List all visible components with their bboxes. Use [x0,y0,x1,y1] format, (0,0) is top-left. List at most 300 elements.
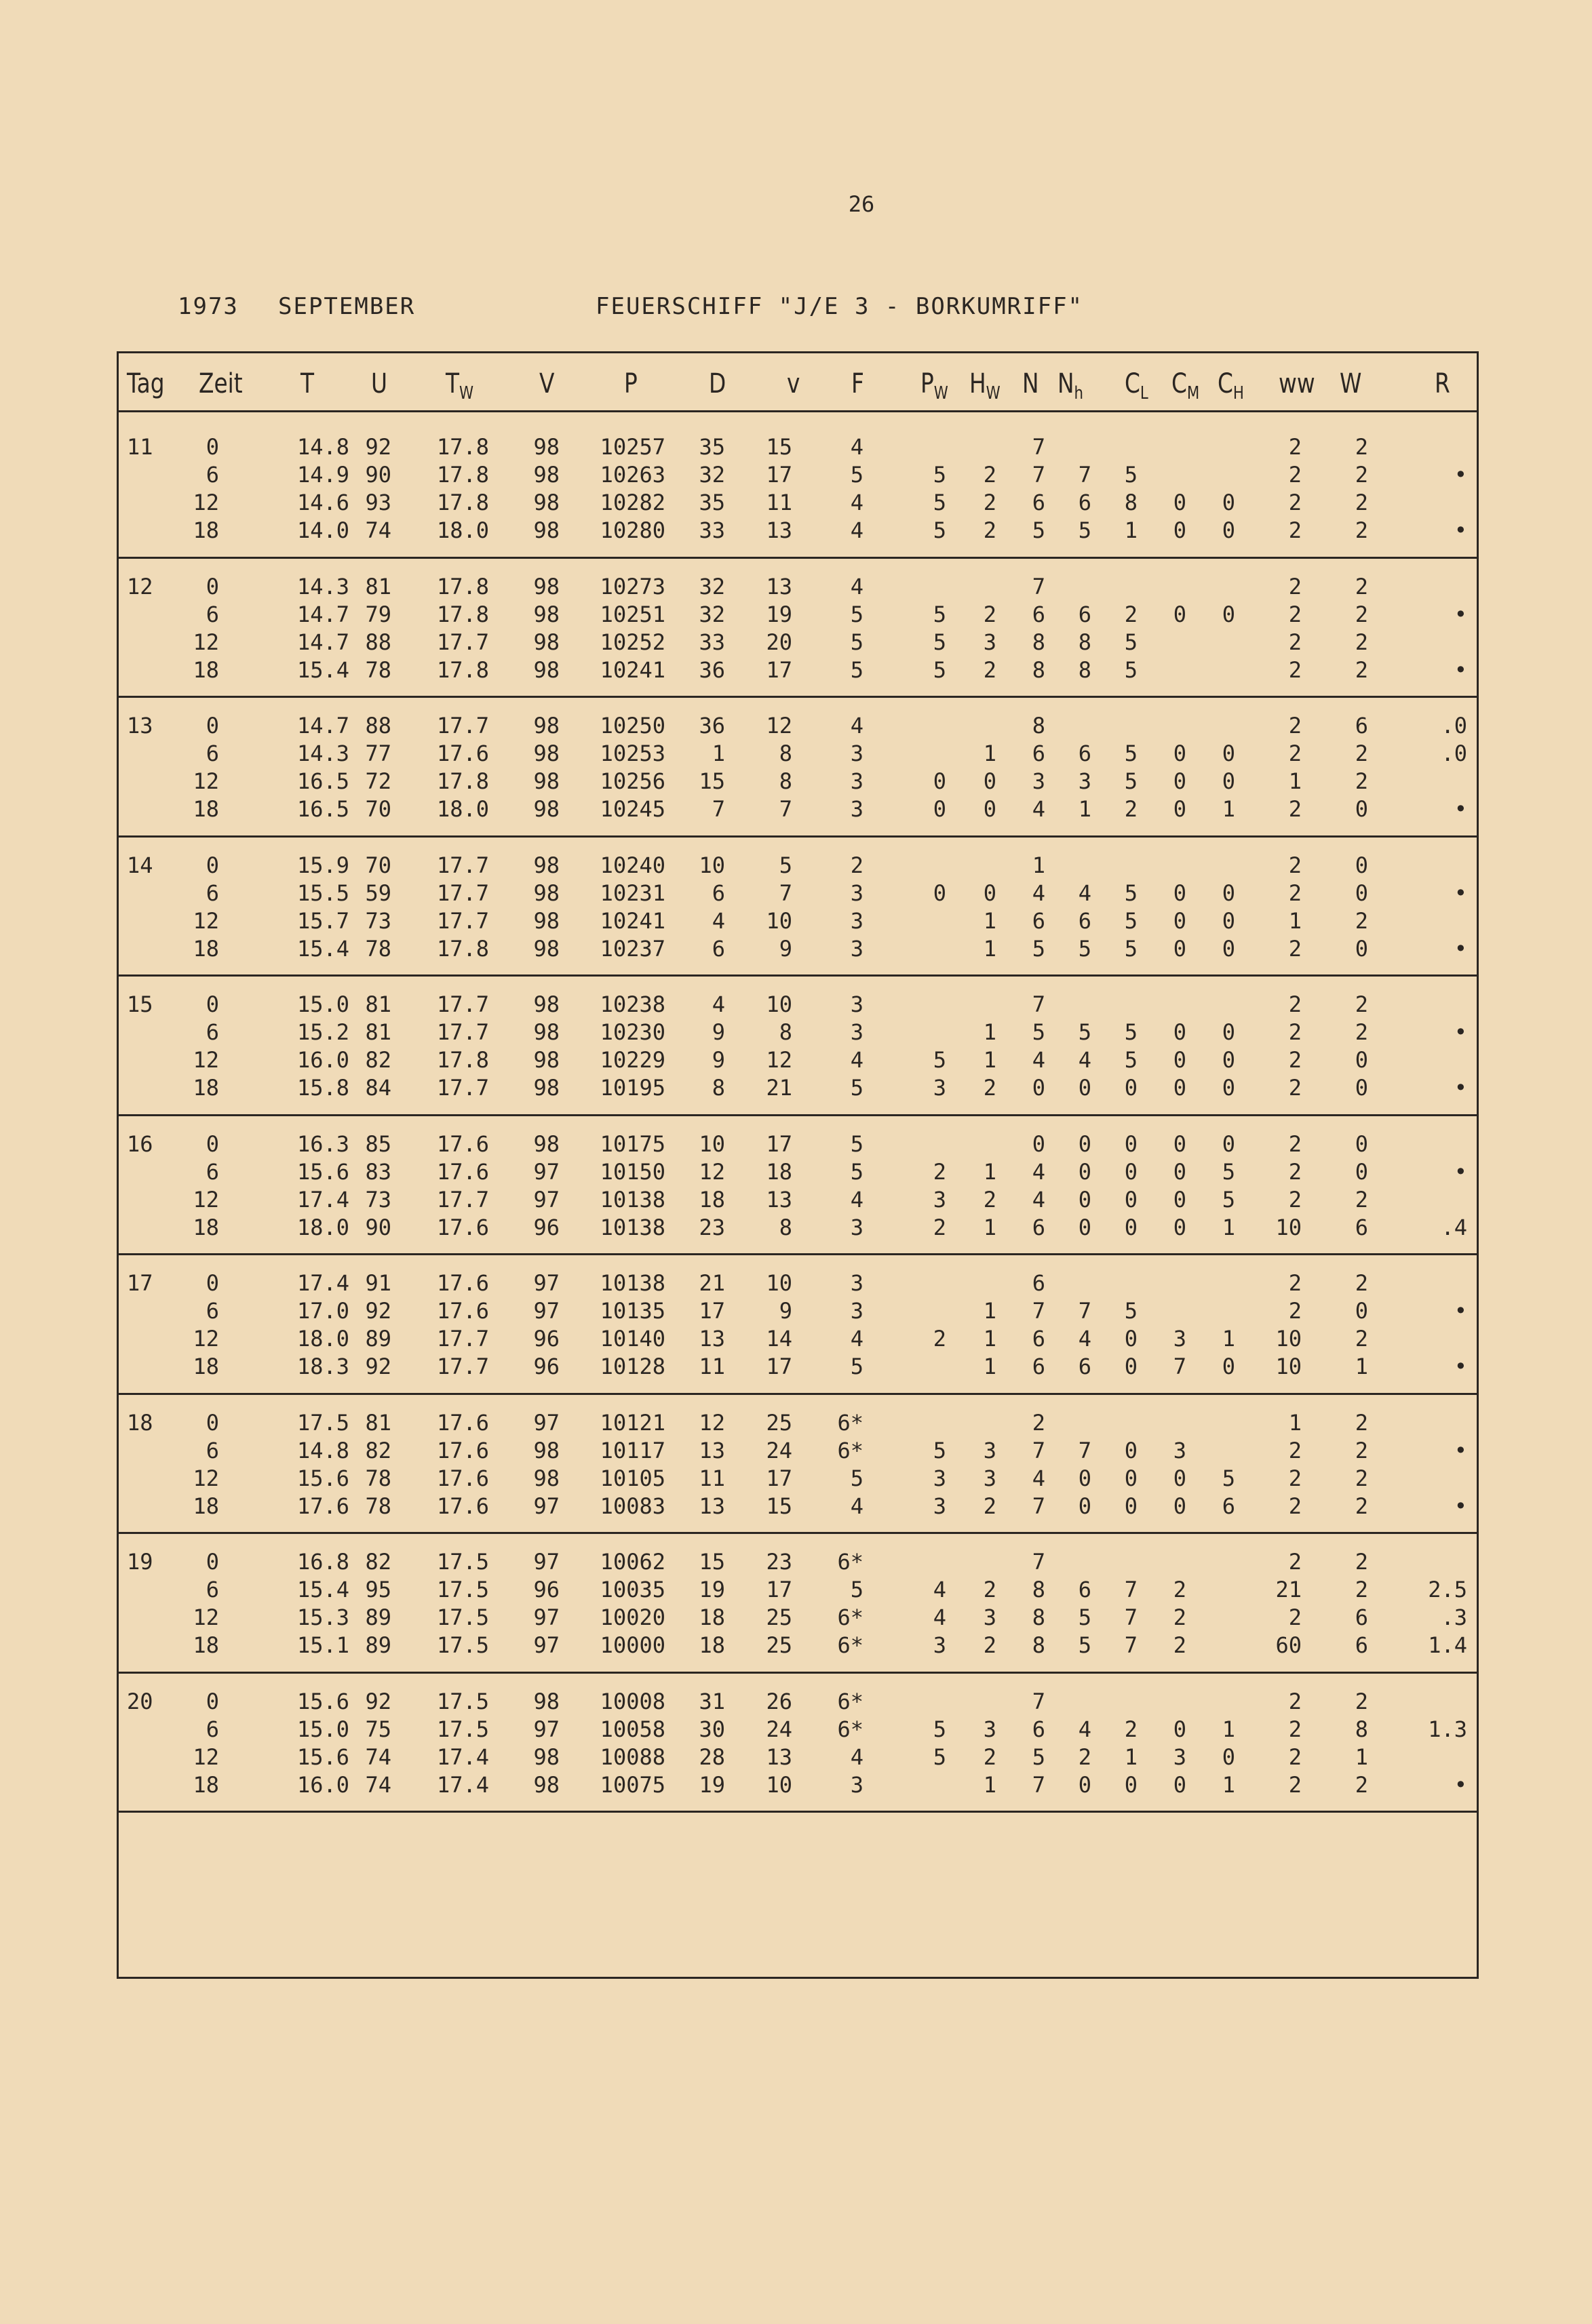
table-row [119,795,1477,823]
cell-n: 4 [1032,880,1045,906]
cell-v: 98 [533,852,560,878]
cell-u: 95 [365,1577,391,1602]
cell-hw: 1 [983,1019,996,1045]
cell-u: 81 [365,1019,391,1045]
cell-tw: 17.7 [436,991,489,1017]
cell-n: 4 [1032,796,1045,822]
cell-vv: 19 [766,601,792,627]
cell-d: 11 [699,1465,725,1491]
cell-zeit: 6 [206,1716,219,1742]
cell-t: 18.3 [296,1354,349,1379]
cell-w: 2 [1355,462,1368,488]
cell-w: 8 [1355,1716,1368,1742]
cell-ww: 2 [1288,1744,1302,1770]
cell-d: 9 [712,1019,725,1045]
cell-f: 4 [850,1047,863,1073]
cell-zeit: 0 [206,1688,219,1714]
cell-tw: 17.7 [436,1354,489,1379]
cell-n: 6 [1032,1354,1045,1379]
cell-pw: 0 [933,880,946,906]
cell-t: 15.9 [296,852,349,878]
column-header-tw: $T_W$ [446,368,474,403]
cell-t: 14.9 [296,462,349,488]
cell-hw: 1 [983,1298,996,1324]
cell-cl: 0 [1124,1326,1138,1352]
cell-d: 15 [699,1549,725,1575]
cell-d: 11 [699,1354,725,1379]
cell-d: 9 [712,1047,725,1073]
cell-vv: 14 [766,1326,792,1352]
cell-nh: 0 [1078,1130,1091,1157]
cell-p: 10135 [600,1298,665,1324]
cell-p: 10020 [600,1604,665,1630]
cell-ch: 0 [1222,1354,1235,1379]
cell-ch: 5 [1222,1186,1235,1213]
cell-vv: 25 [766,1604,792,1630]
day-label: 16 [127,1130,153,1157]
cell-pw: 5 [933,1047,946,1073]
cell-zeit: 6 [206,1019,219,1045]
day-label: 14 [127,852,153,878]
cell-p: 10282 [600,490,665,515]
cell-zeit: 0 [206,434,219,460]
column-header-v: V [539,368,555,399]
cell-r: • [1454,880,1467,906]
cell-w: 0 [1355,1047,1368,1073]
cell-cm: 0 [1173,1465,1186,1491]
cell-r: .3 [1441,1604,1467,1630]
cell-d: 23 [699,1214,725,1240]
cell-cl: 5 [1124,656,1138,683]
cell-ww: 10 [1275,1354,1302,1379]
cell-p: 10245 [600,796,665,822]
cell-w: 2 [1355,1465,1368,1491]
cell-v: 98 [533,1688,560,1714]
cell-f: 3 [850,935,863,962]
cell-p: 10062 [600,1549,665,1575]
cell-ww: 2 [1288,1465,1302,1491]
cell-ch: 0 [1222,1019,1235,1045]
cell-p: 10150 [600,1158,665,1185]
cell-cm: 0 [1173,935,1186,962]
cell-t: 16.0 [296,1771,349,1798]
cell-u: 70 [365,796,391,822]
cell-w: 6 [1355,1632,1368,1658]
cell-vv: 13 [766,1744,792,1770]
table-row [119,1019,1477,1046]
cell-t: 16.5 [296,796,349,822]
day-separator [119,1253,1477,1255]
cell-zeit: 12 [193,1047,219,1073]
cell-hw: 1 [983,1771,996,1798]
cell-pw: 5 [933,517,946,543]
cell-hw: 2 [983,517,996,543]
cell-nh: 2 [1078,1744,1091,1770]
cell-vv: 10 [766,1270,792,1296]
cell-t: 15.0 [296,1716,349,1742]
cell-tw: 17.5 [436,1549,489,1575]
cell-vv: 26 [766,1688,792,1714]
cell-w: 2 [1355,741,1368,766]
table-row [119,712,1477,739]
table-row [119,629,1477,656]
day-separator [119,1672,1477,1674]
cell-v: 98 [533,656,560,683]
cell-zeit: 12 [193,629,219,655]
cell-cm: 7 [1173,1354,1186,1379]
cell-nh: 0 [1078,1771,1091,1798]
cell-v: 97 [533,1409,560,1436]
column-header-vv: v [787,368,800,399]
cell-tw: 17.7 [436,629,489,655]
cell-f: 3 [850,1270,863,1296]
cell-f: 4 [850,1326,863,1352]
cell-nh: 0 [1078,1075,1091,1101]
cell-p: 10257 [600,434,665,460]
cell-cm: 0 [1173,880,1186,906]
cell-cm: 0 [1173,1047,1186,1073]
cell-w: 2 [1355,1326,1368,1352]
cell-p: 10088 [600,1744,665,1770]
cell-u: 70 [365,852,391,878]
cell-tw: 17.6 [436,1270,489,1296]
cell-p: 10000 [600,1632,665,1658]
cell-pw: 3 [933,1465,946,1491]
cell-nh: 5 [1078,517,1091,543]
cell-n: 5 [1032,517,1045,543]
cell-f: 5 [850,656,863,683]
cell-w: 0 [1355,935,1368,962]
cell-nh: 6 [1078,741,1091,766]
cell-p: 10252 [600,629,665,655]
cell-t: 16.0 [296,1047,349,1073]
cell-ch: 1 [1222,1771,1235,1798]
cell-u: 74 [365,517,391,543]
cell-w: 2 [1355,907,1368,934]
cell-zeit: 0 [206,573,219,599]
cell-t: 14.6 [296,490,349,515]
cell-d: 35 [699,490,725,515]
cell-f: 3 [850,796,863,822]
cell-zeit: 18 [193,1354,219,1379]
cell-t: 15.3 [296,1604,349,1630]
cell-d: 6 [712,935,725,962]
cell-ww: 2 [1288,573,1302,599]
cell-u: 88 [365,713,391,738]
cell-ch: 0 [1222,1744,1235,1770]
table-row [119,517,1477,544]
cell-zeit: 6 [206,1577,219,1602]
cell-f: 5 [850,1075,863,1101]
table-row [119,880,1477,907]
cell-cl: 5 [1124,935,1138,962]
cell-pw: 5 [933,1744,946,1770]
cell-p: 10138 [600,1214,665,1240]
cell-zeit: 18 [193,517,219,543]
table-row [119,1186,1477,1213]
cell-cl: 5 [1124,907,1138,934]
cell-t: 15.5 [296,880,349,906]
day-separator [119,1393,1477,1395]
cell-w: 0 [1355,1298,1368,1324]
cell-pw: 3 [933,1632,946,1658]
table-row [119,1744,1477,1771]
cell-u: 93 [365,490,391,515]
cell-v: 97 [533,1604,560,1630]
cell-r: • [1454,601,1467,627]
cell-cm: 0 [1173,907,1186,934]
cell-v: 98 [533,1075,560,1101]
cell-u: 77 [365,741,391,766]
table-row [119,907,1477,934]
cell-f: 3 [850,741,863,766]
cell-cl: 5 [1124,768,1138,794]
cell-zeit: 18 [193,935,219,962]
cell-ch: 1 [1222,1326,1235,1352]
cell-r: • [1454,1771,1467,1798]
cell-pw: 4 [933,1604,946,1630]
cell-vv: 8 [779,768,792,794]
cell-vv: 15 [766,434,792,460]
day-separator [119,1532,1477,1534]
cell-t: 16.5 [296,768,349,794]
cell-t: 14.7 [296,713,349,738]
cell-zeit: 0 [206,1549,219,1575]
table-header-row [119,353,1477,412]
cell-pw: 5 [933,1437,946,1463]
cell-ww: 2 [1288,1716,1302,1742]
cell-f: 4 [850,517,863,543]
cell-p: 10237 [600,935,665,962]
cell-tw: 17.6 [436,1493,489,1519]
cell-f: 3 [850,991,863,1017]
cell-vv: 21 [766,1075,792,1101]
cell-t: 14.3 [296,741,349,766]
cell-ch: 0 [1222,517,1235,543]
cell-f: 5 [850,1354,863,1379]
cell-cl: 0 [1124,1354,1138,1379]
cell-cl: 2 [1124,796,1138,822]
cell-p: 10273 [600,573,665,599]
cell-nh: 5 [1078,1019,1091,1045]
cell-f: 5 [850,601,863,627]
cell-nh: 3 [1078,768,1091,794]
cell-u: 85 [365,1130,391,1157]
cell-ch: 1 [1222,1214,1235,1240]
cell-f: 3 [850,768,863,794]
cell-zeit: 6 [206,880,219,906]
cell-nh: 7 [1078,462,1091,488]
cell-d: 32 [699,573,725,599]
cell-p: 10035 [600,1577,665,1602]
cell-n: 7 [1032,1688,1045,1714]
cell-f: 6* [837,1409,863,1436]
cell-p: 10251 [600,601,665,627]
cell-hw: 0 [983,768,996,794]
cell-zeit: 0 [206,1409,219,1436]
header-year: 1973 [178,293,239,320]
cell-r: 2.5 [1428,1577,1467,1602]
table-row [119,935,1477,962]
cell-d: 21 [699,1270,725,1296]
cell-ch: 1 [1222,796,1235,822]
observation-table [117,351,1479,1979]
cell-ch: 0 [1222,1075,1235,1101]
cell-hw: 1 [983,1158,996,1185]
cell-vv: 25 [766,1632,792,1658]
cell-v: 96 [533,1326,560,1352]
cell-d: 32 [699,601,725,627]
cell-n: 6 [1032,741,1045,766]
column-header-hw: $H_W$ [969,368,1001,403]
cell-zeit: 0 [206,713,219,738]
cell-zeit: 0 [206,1130,219,1157]
cell-nh: 6 [1078,490,1091,515]
cell-w: 2 [1355,656,1368,683]
cell-v: 98 [533,601,560,627]
cell-vv: 17 [766,462,792,488]
cell-zeit: 12 [193,1186,219,1213]
cell-w: 2 [1355,991,1368,1017]
table-end-rule [119,1811,1477,1813]
cell-n: 1 [1032,852,1045,878]
cell-zeit: 12 [193,1465,219,1491]
cell-t: 14.0 [296,517,349,543]
cell-ch: 0 [1222,907,1235,934]
cell-tw: 17.8 [436,490,489,515]
cell-ww: 1 [1288,907,1302,934]
cell-v: 97 [533,1270,560,1296]
cell-d: 1 [712,741,725,766]
column-header-t: T [300,368,315,399]
cell-n: 8 [1032,1632,1045,1658]
cell-n: 8 [1032,1577,1045,1602]
cell-zeit: 0 [206,1270,219,1296]
cell-d: 18 [699,1604,725,1630]
day-label: 18 [127,1409,153,1436]
cell-vv: 13 [766,517,792,543]
table-row [119,489,1477,516]
cell-vv: 17 [766,1577,792,1602]
cell-t: 15.2 [296,1019,349,1045]
cell-n: 3 [1032,768,1045,794]
cell-v: 97 [533,1716,560,1742]
cell-tw: 17.7 [436,852,489,878]
cell-f: 6* [837,1437,863,1463]
cell-cm: 3 [1173,1437,1186,1463]
cell-cl: 2 [1124,1716,1138,1742]
day-separator [119,835,1477,838]
cell-ww: 60 [1275,1632,1302,1658]
cell-hw: 2 [983,1493,996,1519]
cell-d: 4 [712,907,725,934]
cell-vv: 9 [779,1298,792,1324]
cell-nh: 0 [1078,1158,1091,1185]
cell-n: 8 [1032,713,1045,738]
cell-r: • [1454,1075,1467,1101]
cell-n: 7 [1032,1771,1045,1798]
cell-n: 4 [1032,1047,1045,1073]
cell-d: 12 [699,1158,725,1185]
cell-n: 7 [1032,991,1045,1017]
cell-tw: 17.5 [436,1632,489,1658]
cell-u: 89 [365,1632,391,1658]
day-label: 12 [127,573,153,599]
cell-u: 79 [365,601,391,627]
cell-r: .4 [1441,1214,1467,1240]
cell-n: 5 [1032,935,1045,962]
cell-vv: 18 [766,1158,792,1185]
column-header-pw: $P_W$ [920,368,948,403]
cell-u: 78 [365,1493,391,1519]
cell-hw: 2 [983,1075,996,1101]
cell-nh: 0 [1078,1493,1091,1519]
cell-nh: 7 [1078,1298,1091,1324]
cell-n: 4 [1032,1186,1045,1213]
cell-ww: 1 [1288,768,1302,794]
cell-ww: 2 [1288,656,1302,683]
cell-v: 98 [533,1771,560,1798]
cell-w: 2 [1355,601,1368,627]
cell-ww: 2 [1288,1075,1302,1101]
table-row [119,1214,1477,1241]
cell-ch: 1 [1222,1716,1235,1742]
cell-p: 10058 [600,1716,665,1742]
cell-pw: 5 [933,629,946,655]
cell-ww: 2 [1288,1270,1302,1296]
cell-nh: 0 [1078,1465,1091,1491]
cell-n: 6 [1032,601,1045,627]
cell-u: 89 [365,1326,391,1352]
cell-cl: 0 [1124,1437,1138,1463]
cell-t: 14.3 [296,573,349,599]
cell-f: 5 [850,1577,863,1602]
table-row [119,1409,1477,1436]
cell-ww: 2 [1288,490,1302,515]
header-month: SEPTEMBER [278,293,416,320]
cell-p: 10241 [600,656,665,683]
cell-d: 10 [699,852,725,878]
cell-ww: 2 [1288,1019,1302,1045]
cell-ch: 0 [1222,601,1235,627]
cell-f: 5 [850,629,863,655]
cell-nh: 4 [1078,1047,1091,1073]
cell-u: 78 [365,1465,391,1491]
cell-d: 32 [699,462,725,488]
page-number: 26 [848,191,875,217]
cell-vv: 10 [766,991,792,1017]
cell-t: 15.8 [296,1075,349,1101]
cell-v: 98 [533,713,560,738]
cell-u: 73 [365,1186,391,1213]
cell-cl: 0 [1124,1130,1138,1157]
day-separator [119,557,1477,559]
cell-v: 98 [533,573,560,599]
cell-zeit: 0 [206,852,219,878]
column-header-r: R [1435,368,1450,399]
cell-nh: 1 [1078,796,1091,822]
cell-t: 17.5 [296,1409,349,1436]
cell-u: 59 [365,880,391,906]
cell-zeit: 6 [206,1437,219,1463]
cell-tw: 17.6 [436,741,489,766]
cell-tw: 17.8 [436,434,489,460]
cell-f: 3 [850,1298,863,1324]
cell-n: 7 [1032,1493,1045,1519]
cell-ww: 2 [1288,1158,1302,1185]
cell-u: 72 [365,768,391,794]
table-row [119,601,1477,628]
